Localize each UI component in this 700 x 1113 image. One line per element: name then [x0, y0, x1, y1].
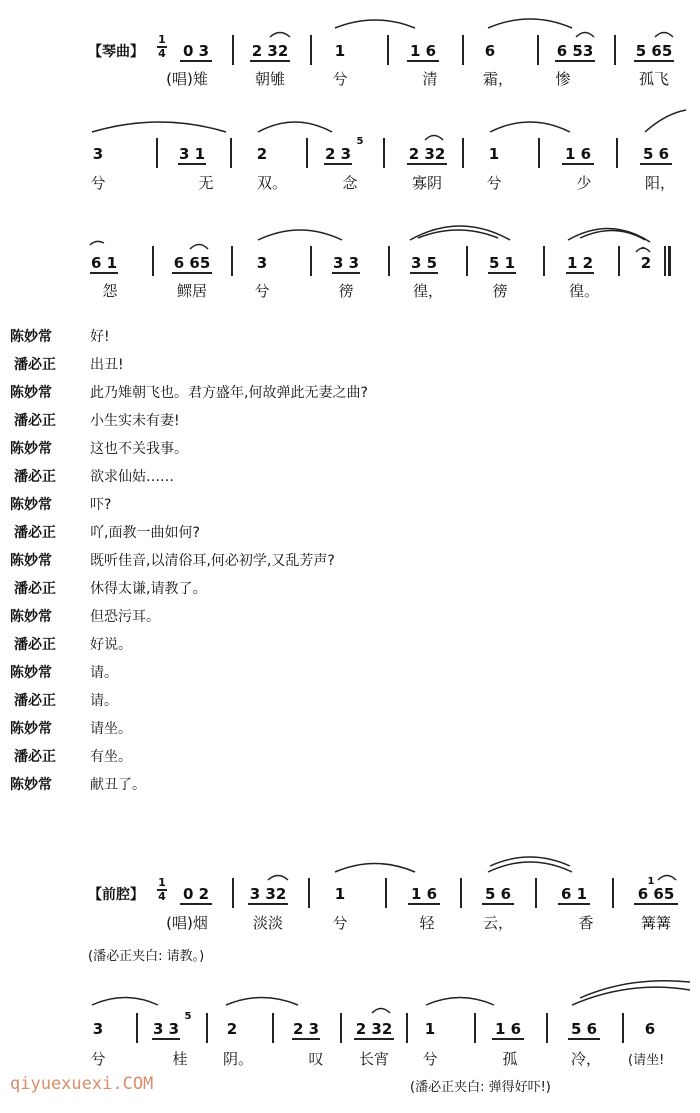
speaker: 潘必正	[14, 581, 56, 597]
note: 2 32	[355, 1020, 393, 1038]
note: 3	[92, 1020, 104, 1038]
lyric: (唱)烟	[166, 914, 208, 932]
slur	[335, 20, 415, 28]
lyric: 徬	[492, 282, 508, 300]
slur	[270, 33, 290, 38]
aside-note: (潘必正夹白: 请教。)	[88, 949, 205, 964]
slur	[335, 864, 415, 873]
lyric: 阳，	[644, 174, 675, 192]
section1-label: 【琴曲】	[88, 44, 144, 60]
speaker: 陈妙常	[10, 777, 52, 793]
note: 2 32	[408, 145, 446, 163]
lyric: 徨。	[568, 282, 599, 300]
dialogue-line: 献丑了。	[90, 777, 146, 793]
lyric: 冷，	[570, 1050, 601, 1068]
time-sig-num: 1	[158, 33, 166, 46]
slur	[190, 245, 208, 250]
slur	[426, 998, 494, 1006]
note: 1 6	[494, 1020, 522, 1038]
lyric: 淡淡	[252, 914, 283, 932]
note: 5 6	[642, 145, 670, 163]
fermata-dot	[642, 247, 644, 249]
slur	[258, 230, 342, 240]
grace-note: 1	[647, 876, 655, 887]
speaker: 潘必正	[14, 693, 56, 709]
speaker: 潘必正	[14, 525, 56, 541]
time-sig-den: 4	[158, 890, 166, 903]
note: 3 3	[152, 1020, 180, 1038]
speaker: 潘必正	[14, 357, 56, 373]
dialogue-line: 好!	[90, 329, 110, 345]
speaker: 陈妙常	[10, 609, 52, 625]
slur	[658, 876, 676, 881]
dialogue-line: 请。	[90, 693, 118, 709]
note: 6	[484, 42, 496, 60]
note: 0 3	[182, 42, 210, 60]
note: 3 32	[249, 885, 287, 903]
note: 0 2	[182, 885, 210, 903]
slur	[655, 33, 673, 38]
slur	[488, 19, 572, 28]
note: 3 1	[178, 145, 206, 163]
note: 6	[644, 1020, 656, 1038]
speaker: 潘必正	[14, 637, 56, 653]
slur	[488, 862, 572, 872]
note: 6 1	[560, 885, 588, 903]
dialogue-line: 吓?	[90, 497, 112, 513]
lyric: 孤	[502, 1050, 518, 1068]
lyric: 阴。	[222, 1050, 253, 1068]
speaker: 潘必正	[14, 413, 56, 429]
dialogue-line: 但恐污耳。	[90, 609, 160, 625]
dialogue-line: 请。	[90, 665, 118, 681]
lyric: 长宵	[358, 1050, 389, 1068]
note: 6 65	[637, 885, 675, 903]
grace-note: 5	[184, 1011, 192, 1022]
note: 2 32	[251, 42, 289, 60]
lyric: 清	[422, 70, 438, 88]
note: 5 1	[488, 254, 516, 272]
slur	[572, 987, 690, 1005]
lyric: 叹	[308, 1050, 324, 1068]
time-sig-num: 1	[158, 876, 166, 889]
speaker: 陈妙常	[10, 665, 52, 681]
speaker: 陈妙常	[10, 553, 52, 569]
lyric: 桂	[172, 1050, 188, 1068]
lyric: 篝篝	[640, 914, 671, 932]
lyric: 兮	[486, 174, 502, 192]
note: 3	[92, 145, 104, 163]
lyric: (唱)雉	[166, 70, 208, 88]
dialogue-line: 此乃雉朝飞也。君方盛年,何故弹此无妻之曲?	[90, 385, 368, 401]
lyric: 少	[576, 174, 592, 192]
speaker: 陈妙常	[10, 441, 52, 457]
dialogue-line: 既听佳音,以清俗耳,何必初学,又乱芳声?	[90, 553, 335, 569]
slur	[268, 876, 288, 881]
section2-label: 【前腔】	[88, 887, 144, 903]
note: 5 6	[570, 1020, 598, 1038]
slur	[576, 33, 594, 38]
lyric: 孤飞	[638, 70, 669, 88]
lyric: 云，	[482, 914, 513, 932]
lyric: 双。	[256, 174, 287, 192]
lyric: 香	[578, 914, 594, 932]
slur	[410, 226, 510, 240]
lyric: 鳏居	[176, 282, 207, 300]
lyric: 兮	[90, 174, 106, 192]
note: 1 6	[409, 42, 437, 60]
note: 1 6	[564, 145, 592, 163]
slur	[258, 122, 332, 132]
dialogue-line: 这也不关我事。	[90, 441, 188, 457]
slur	[90, 241, 104, 245]
dialogue-line: 好说。	[90, 637, 132, 653]
note: 3 3	[332, 254, 360, 272]
note: 6 65	[173, 254, 211, 272]
lyric: 惨	[555, 70, 571, 88]
note: 5 6	[484, 885, 512, 903]
aside-inline: (请坐!	[628, 1053, 665, 1068]
speaker: 陈妙常	[10, 329, 52, 345]
lyric: 怨	[102, 282, 118, 300]
speaker: 潘必正	[14, 469, 56, 485]
time-sig-den: 4	[158, 47, 166, 60]
dialogue-line: 欲求仙姑……	[90, 469, 174, 485]
note: 1 6	[410, 885, 438, 903]
note: 1	[424, 1020, 436, 1038]
note: 2	[640, 254, 652, 272]
lyric: 无	[198, 174, 214, 192]
lyric: 徬	[338, 282, 354, 300]
note: 6 1	[90, 254, 118, 272]
lyric: 兮	[332, 914, 348, 932]
speaker: 陈妙常	[10, 385, 52, 401]
speaker: 潘必正	[14, 749, 56, 765]
dialogue-line: 出丑!	[90, 357, 124, 373]
speaker: 陈妙常	[10, 721, 52, 737]
slur	[490, 122, 570, 132]
watermark: qiyuexuexi.COM	[10, 1074, 154, 1094]
speaker: 陈妙常	[10, 497, 52, 513]
lyric: 兮	[90, 1050, 106, 1068]
slur	[92, 122, 226, 132]
lyric: 徨，	[412, 282, 443, 300]
note: 2 3	[292, 1020, 320, 1038]
lyric: 兮	[422, 1050, 438, 1068]
dialogue-line: 请坐。	[90, 721, 132, 737]
aside-note: (潘必正夹白: 弹得好吓!)	[410, 1080, 551, 1095]
dialogue-line: 休得太谦,请教了。	[90, 581, 207, 597]
slur	[425, 136, 443, 141]
lyric: 轻	[419, 914, 435, 932]
note: 2 3	[324, 145, 352, 163]
note: 1	[488, 145, 500, 163]
dialogue-line: 小生实未有妻!	[90, 413, 180, 429]
slur	[226, 998, 298, 1006]
lyric: 念	[342, 174, 358, 192]
note: 3 5	[410, 254, 438, 272]
lyric: 兮	[332, 70, 348, 88]
note: 6 53	[556, 42, 594, 60]
note: 1 2	[566, 254, 594, 272]
grace-note: 5	[356, 136, 364, 147]
slur	[92, 998, 158, 1006]
note: 2	[256, 145, 268, 163]
lyric: 霜，	[482, 70, 513, 88]
slur	[372, 1009, 390, 1014]
note: 2	[226, 1020, 238, 1038]
lyric: 寡阴	[411, 174, 442, 192]
lyric: 兮	[254, 282, 270, 300]
slur	[580, 230, 645, 240]
note: 3	[256, 254, 268, 272]
note: 1	[334, 42, 346, 60]
dialogue-line: 吖,面教一曲如何?	[90, 525, 200, 541]
note: 5 65	[635, 42, 673, 60]
slur	[645, 110, 686, 132]
dialogue-line: 有坐。	[90, 749, 132, 765]
note: 1	[334, 885, 346, 903]
lyric: 朝雊	[254, 70, 285, 88]
